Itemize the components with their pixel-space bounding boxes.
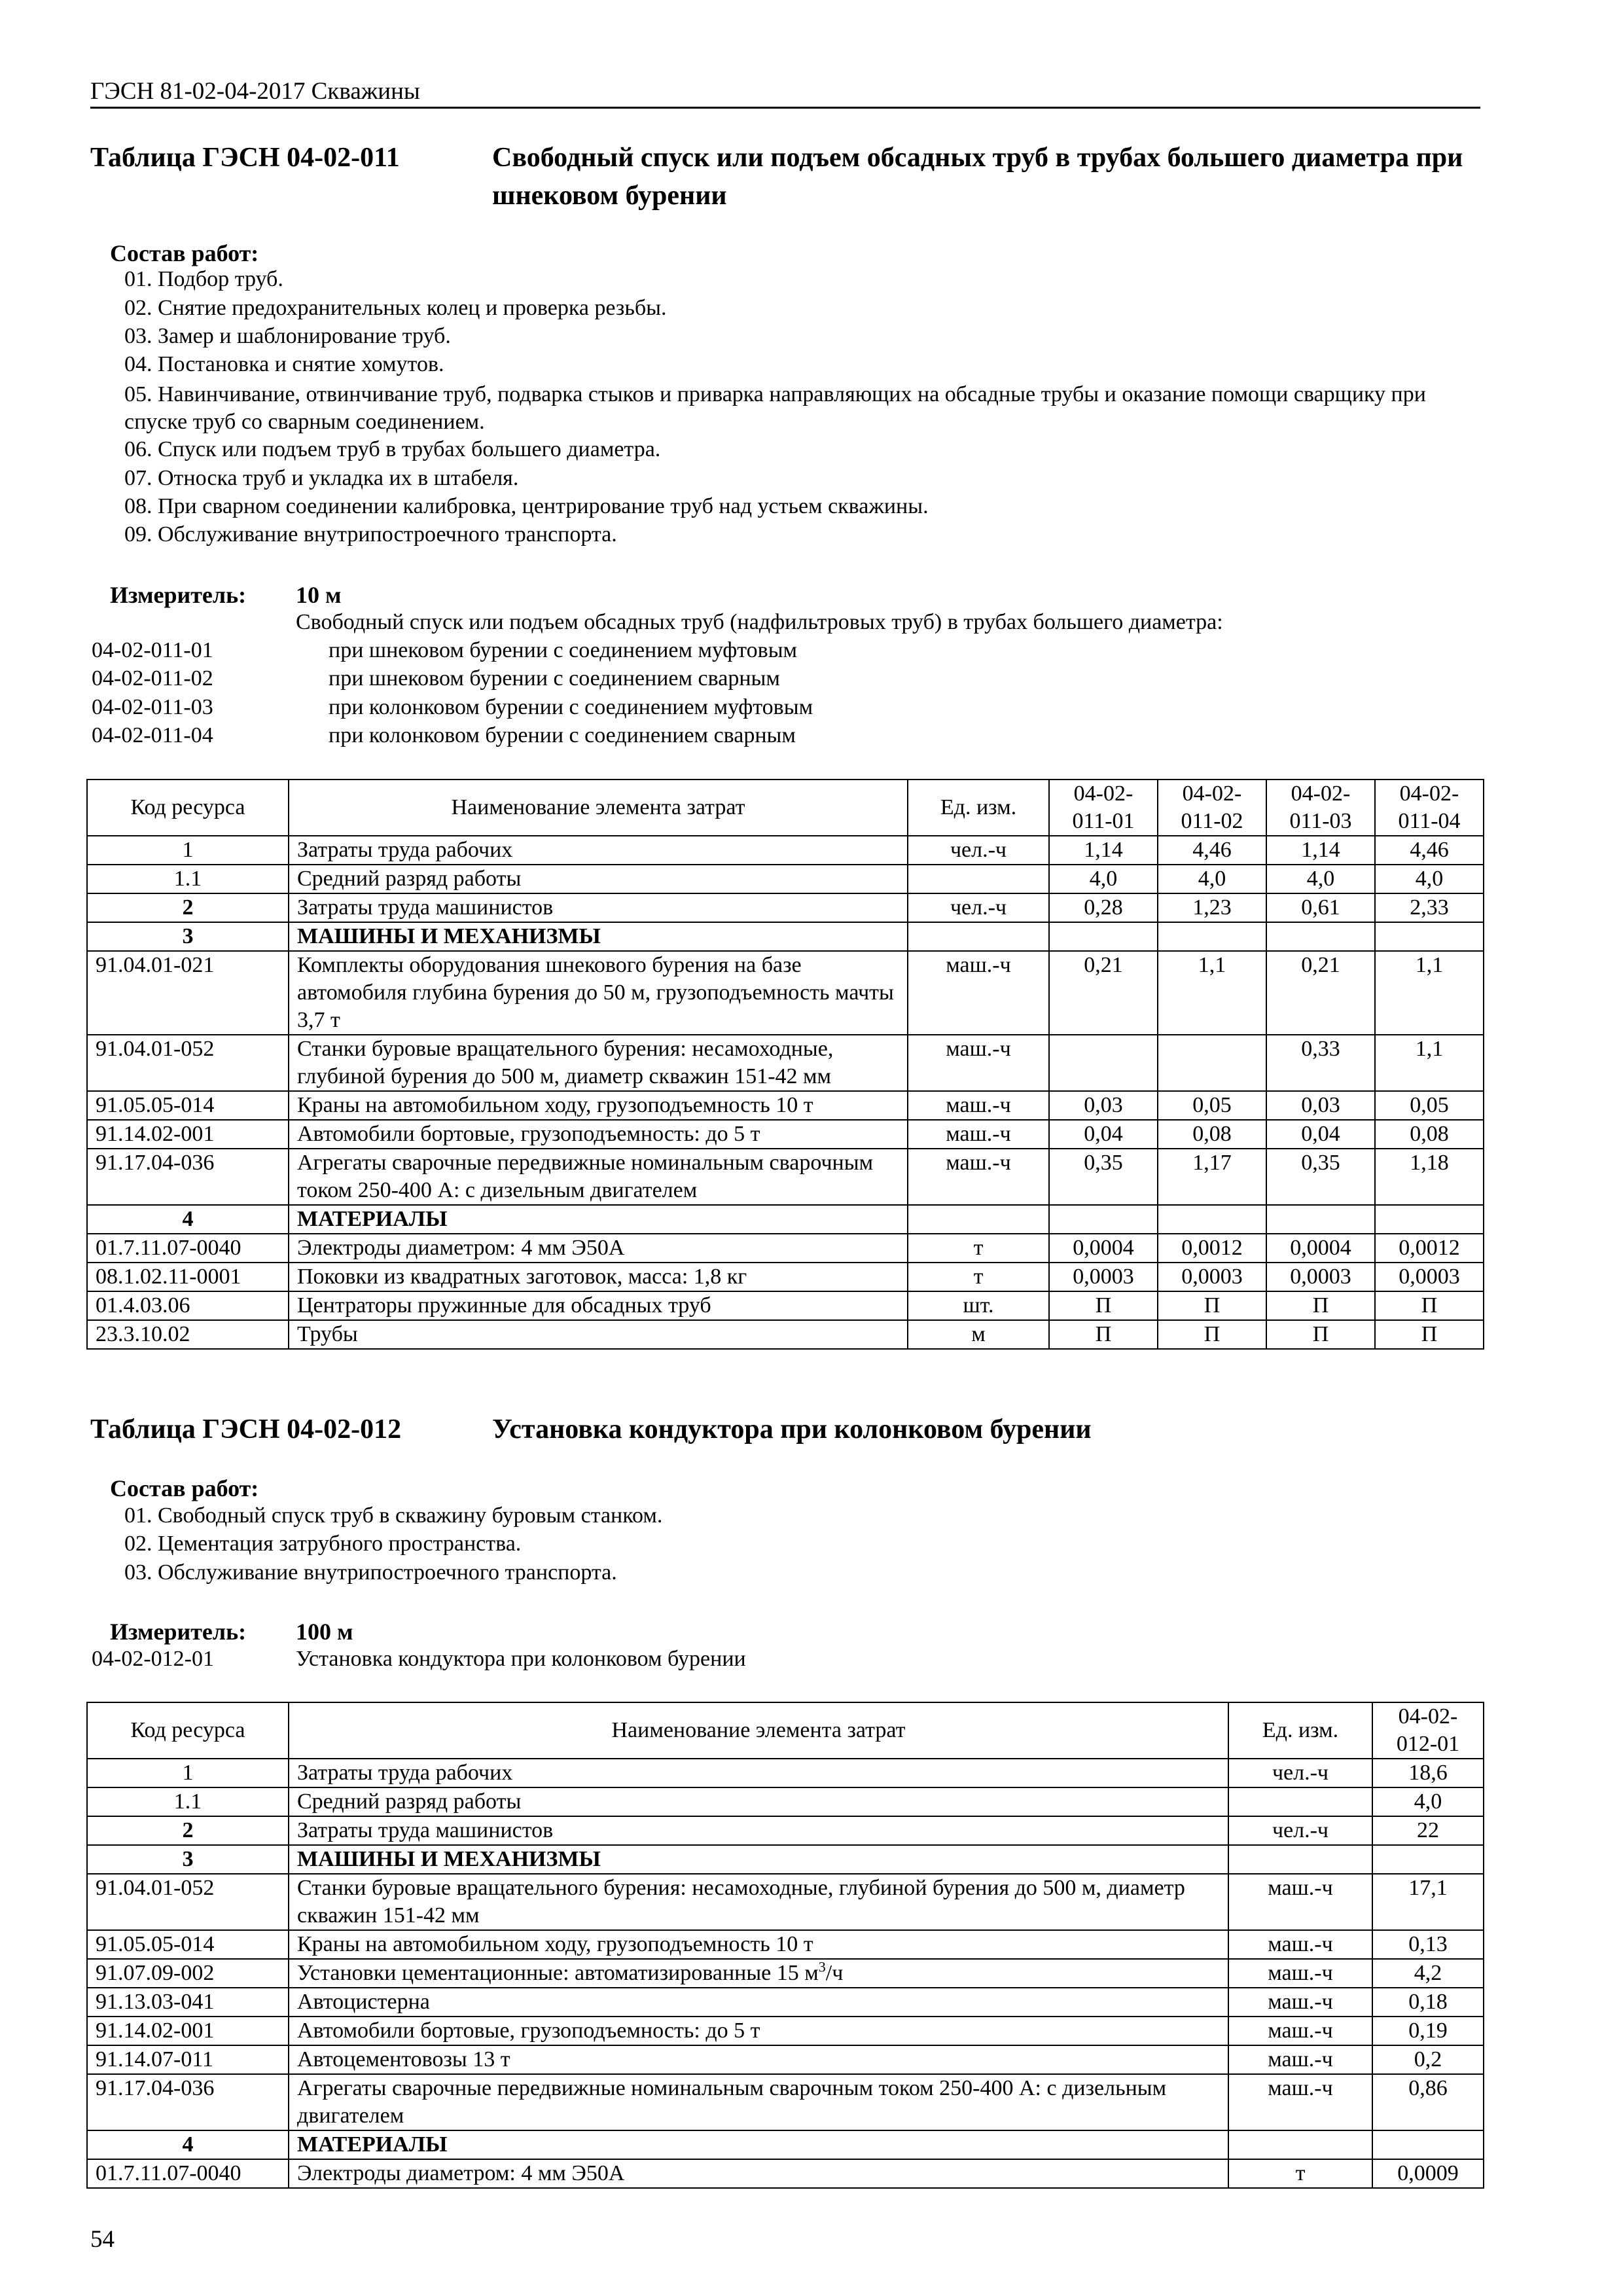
table-row bbox=[87, 1874, 1484, 1930]
meter-description: Свободный спуск или подъем обсадных труб (надфильтровых труб) в трубах большего диаметра: bbox=[296, 610, 1223, 634]
norm-value: 0,0004 bbox=[1266, 1234, 1375, 1263]
resource-name: Автоцементовозы 13 т bbox=[289, 2045, 1228, 2074]
table-row bbox=[87, 836, 1484, 865]
materials-section bbox=[87, 1205, 1484, 1349]
norm-value: 0,18 bbox=[1372, 1988, 1484, 2017]
resource-unit: м bbox=[908, 1320, 1049, 1349]
norm-value: 0,61 bbox=[1266, 893, 1375, 922]
norm-value: П bbox=[1049, 1291, 1158, 1320]
norm-value: 1,14 bbox=[1266, 836, 1375, 865]
resource-name: Средний разряд работы bbox=[289, 865, 908, 893]
norm-value: 0,13 bbox=[1372, 1930, 1484, 1959]
resource-name: Трубы bbox=[289, 1320, 908, 1349]
norm-value bbox=[1049, 1035, 1158, 1091]
section-row bbox=[87, 1845, 1484, 1874]
norm-value: 0,86 bbox=[1372, 2074, 1484, 2130]
table-row bbox=[87, 1320, 1484, 1349]
machines-section bbox=[87, 1845, 1484, 2130]
norm-value: 0,05 bbox=[1375, 1091, 1484, 1120]
norm-value: 18,6 bbox=[1372, 1759, 1484, 1787]
table-row bbox=[87, 2074, 1484, 2130]
work-item: 09. Обслуживание внутрипостроечного транспорта. bbox=[124, 522, 617, 547]
norm-value: 0,0003 bbox=[1049, 1263, 1158, 1291]
resource-name: Средний разряд работы bbox=[289, 1787, 1228, 1816]
norm-value: 0,28 bbox=[1049, 893, 1158, 922]
resource-unit: маш.-ч bbox=[1228, 1988, 1372, 2017]
norm-text: при шнековом бурении с соединением муфтовым bbox=[329, 638, 798, 662]
resource-table-04-02-011 bbox=[86, 779, 1484, 1350]
resource-name: Агрегаты сварочные передвижные номинальным сварочным током 250-400 А: с дизельным двигателем bbox=[289, 1149, 908, 1205]
resource-name: Автоцистерна bbox=[289, 1988, 1228, 2017]
meter-label: Измеритель: bbox=[110, 1619, 247, 1645]
norm-value: 0,0003 bbox=[1375, 1263, 1484, 1291]
col-header-norm: 04-02- 011-01 bbox=[1049, 780, 1158, 836]
resource-unit bbox=[1228, 1787, 1372, 1816]
norm-code: 04-02-011-04 bbox=[92, 723, 213, 747]
work-item: 06. Спуск или подъем труб в трубах большего диаметра. bbox=[124, 437, 661, 461]
resource-unit: маш.-ч bbox=[908, 951, 1049, 1035]
resource-name-text: Установки цементационные: автоматизированные 15 м bbox=[297, 1961, 819, 1985]
resource-name: Затраты труда рабочих bbox=[289, 836, 908, 865]
resource-code: 91.04.01-052 bbox=[87, 1874, 289, 1930]
resource-unit: маш.-ч bbox=[908, 1149, 1049, 1205]
norm-code: 04-02-012-01 bbox=[92, 1647, 214, 1671]
work-item: 02. Снятие предохранительных колец и проверка резьбы. bbox=[124, 296, 667, 320]
resource-code: 91.05.05-014 bbox=[87, 1091, 289, 1120]
resource-unit: маш.-ч bbox=[908, 1120, 1049, 1149]
section-code: 3 bbox=[87, 1845, 289, 1874]
norm-value: П bbox=[1375, 1291, 1484, 1320]
norm-value: 4,0 bbox=[1158, 865, 1266, 893]
section-title: МАТЕРИАЛЫ bbox=[289, 2130, 1228, 2159]
norm-value: 0,0003 bbox=[1158, 1263, 1266, 1291]
resource-code: 2 bbox=[87, 1816, 289, 1845]
table-row bbox=[87, 1930, 1484, 1959]
norm-value: 0,03 bbox=[1266, 1091, 1375, 1120]
resource-code: 91.05.05-014 bbox=[87, 1930, 289, 1959]
resource-name: Затраты труда машинистов bbox=[289, 893, 908, 922]
resource-code: 1.1 bbox=[87, 865, 289, 893]
materials-section bbox=[87, 2130, 1484, 2188]
table-title-code: Таблица ГЭСН 04-02-011 bbox=[90, 143, 400, 173]
resource-name: Центраторы пружинные для обсадных труб bbox=[289, 1291, 908, 1320]
norm-value: 0,0012 bbox=[1158, 1234, 1266, 1263]
norm-value: 4,46 bbox=[1158, 836, 1266, 865]
resource-code: 1.1 bbox=[87, 1787, 289, 1816]
norm-value: 1,17 bbox=[1158, 1149, 1266, 1205]
resource-code: 91.13.03-041 bbox=[87, 1988, 289, 2017]
work-item: 02. Цементация затрубного пространства. bbox=[124, 1532, 522, 1556]
norm-value: 0,05 bbox=[1158, 1091, 1266, 1120]
section-row bbox=[87, 1205, 1484, 1234]
resource-unit: маш.-ч bbox=[1228, 2045, 1372, 2074]
col-header-unit: Ед. изм. bbox=[908, 780, 1049, 836]
table-row bbox=[87, 1759, 1484, 1787]
resource-code: 91.04.01-052 bbox=[87, 1035, 289, 1091]
norm-value: 4,0 bbox=[1049, 865, 1158, 893]
norm-value: 0,21 bbox=[1049, 951, 1158, 1035]
table-row bbox=[87, 951, 1484, 1035]
col-header-norm: 04-02- 011-03 bbox=[1266, 780, 1375, 836]
work-item: 03. Замер и шаблонирование труб. bbox=[124, 324, 451, 348]
col-header-name: Наименование элемента затрат bbox=[289, 1702, 1228, 1759]
norm-value: 0,0009 bbox=[1372, 2159, 1484, 2188]
resource-name: Затраты труда машинистов bbox=[289, 1816, 1228, 1845]
norm-value: 0,08 bbox=[1158, 1120, 1266, 1149]
resource-unit: т bbox=[908, 1263, 1049, 1291]
norm-value: 4,0 bbox=[1375, 865, 1484, 893]
norm-text: при колонковом бурении с соединением сварным bbox=[329, 723, 796, 747]
norm-value: П bbox=[1049, 1320, 1158, 1349]
resource-code: 91.14.02-001 bbox=[87, 2017, 289, 2045]
norm-value bbox=[1158, 1035, 1266, 1091]
resource-name: Автомобили бортовые, грузоподъемность: до 5 т bbox=[289, 1120, 908, 1149]
table-row bbox=[87, 1263, 1484, 1291]
table-row bbox=[87, 1291, 1484, 1320]
resource-unit: маш.-ч bbox=[1228, 1874, 1372, 1930]
norm-value: П bbox=[1375, 1320, 1484, 1349]
superscript: 3 bbox=[818, 1958, 826, 1975]
norm-value: 0,0003 bbox=[1266, 1263, 1375, 1291]
resource-unit: чел.-ч bbox=[1228, 1816, 1372, 1845]
norm-value: 0,04 bbox=[1049, 1120, 1158, 1149]
norm-text: при колонковом бурении с соединением муфтовым bbox=[329, 695, 813, 719]
resource-unit: чел.-ч bbox=[1228, 1759, 1372, 1787]
resource-name bbox=[289, 1959, 1228, 1988]
col-header-unit: Ед. изм. bbox=[1228, 1702, 1372, 1759]
section-title: МАТЕРИАЛЫ bbox=[289, 1205, 908, 1234]
norm-text: Установка кондуктора при колонковом бурении bbox=[296, 1647, 746, 1671]
norm-value: 1,23 bbox=[1158, 893, 1266, 922]
table-title-code: Таблица ГЭСН 04-02-012 bbox=[90, 1414, 402, 1444]
work-item: 05. Навинчивание, отвинчивание труб, подварка стыков и приварка направляющих на обсадные трубы и оказание помощи сварщику при спуске труб со сварным соединением. bbox=[124, 382, 1426, 434]
norm-value: 22 bbox=[1372, 1816, 1484, 1845]
work-item: 01. Свободный спуск труб в скважину буровым станком. bbox=[124, 1503, 663, 1528]
norm-value: 17,1 bbox=[1372, 1874, 1484, 1930]
table-row bbox=[87, 1149, 1484, 1205]
norm-value: 0,03 bbox=[1049, 1091, 1158, 1120]
resource-name: Краны на автомобильном ходу, грузоподъемность 10 т bbox=[289, 1091, 908, 1120]
table-title-name: Установка кондуктора при колонковом бурении bbox=[492, 1414, 1092, 1444]
col-header-norm: 04-02- 012-01 bbox=[1372, 1702, 1484, 1759]
resource-unit: т bbox=[1228, 2159, 1372, 2188]
norm-value: 0,35 bbox=[1266, 1149, 1375, 1205]
norm-value: 0,33 bbox=[1266, 1035, 1375, 1091]
norm-value: 1,1 bbox=[1158, 951, 1266, 1035]
resource-unit bbox=[908, 865, 1049, 893]
resource-code: 91.07.09-002 bbox=[87, 1959, 289, 1988]
table-row bbox=[87, 2159, 1484, 2188]
table-row bbox=[87, 1035, 1484, 1091]
works-label: Состав работ: bbox=[110, 1475, 259, 1501]
col-header-norm: 04-02- 011-02 bbox=[1158, 780, 1266, 836]
section-row bbox=[87, 922, 1484, 951]
meter-value: 10 м bbox=[296, 582, 342, 608]
resource-code: 01.7.11.07-0040 bbox=[87, 1234, 289, 1263]
resource-unit: чел.-ч bbox=[908, 836, 1049, 865]
work-item: 08. При сварном соединении калибровка, центрирование труб над устьем скважины. bbox=[124, 494, 929, 518]
resource-unit: маш.-ч bbox=[1228, 1959, 1372, 1988]
resource-code: 08.1.02.11-0001 bbox=[87, 1263, 289, 1291]
table-row bbox=[87, 1816, 1484, 1845]
norm-code: 04-02-011-03 bbox=[92, 695, 213, 719]
resource-name-suffix: /ч bbox=[825, 1961, 844, 1985]
table-row bbox=[87, 1787, 1484, 1816]
work-item: 07. Относка труб и укладка их в штабеля. bbox=[124, 466, 519, 490]
table-row bbox=[87, 1120, 1484, 1149]
resource-unit: маш.-ч bbox=[908, 1091, 1049, 1120]
norm-text: при шнековом бурении с соединением сварным bbox=[329, 666, 780, 691]
meter-label: Измеритель: bbox=[110, 582, 247, 608]
norm-code: 04-02-011-02 bbox=[92, 666, 213, 691]
table-row bbox=[87, 2045, 1484, 2074]
norm-value: 0,04 bbox=[1266, 1120, 1375, 1149]
norm-value: 0,08 bbox=[1375, 1120, 1484, 1149]
section-title: МАШИНЫ И МЕХАНИЗМЫ bbox=[289, 922, 908, 951]
norm-value: 1,1 bbox=[1375, 951, 1484, 1035]
table-row bbox=[87, 1959, 1484, 1988]
norm-value: 1,18 bbox=[1375, 1149, 1484, 1205]
resource-name: Агрегаты сварочные передвижные номинальным сварочным током 250-400 А: с дизельным двигателем bbox=[289, 2074, 1228, 2130]
resource-code: 01.7.11.07-0040 bbox=[87, 2159, 289, 2188]
resource-unit: чел.-ч bbox=[908, 893, 1049, 922]
norm-value: 0,2 bbox=[1372, 2045, 1484, 2074]
norm-value: 0,0012 bbox=[1375, 1234, 1484, 1263]
resource-name: Электроды диаметром: 4 мм Э50А bbox=[289, 1234, 908, 1263]
norm-value: 4,2 bbox=[1372, 1959, 1484, 1988]
resource-code: 91.14.02-001 bbox=[87, 1120, 289, 1149]
running-header: ГЭСН 81-02-04-2017 Скважины bbox=[90, 77, 1480, 109]
section-code: 3 bbox=[87, 922, 289, 951]
norm-value: П bbox=[1266, 1291, 1375, 1320]
resource-name: Затраты труда рабочих bbox=[289, 1759, 1228, 1787]
resource-code: 23.3.10.02 bbox=[87, 1320, 289, 1349]
resource-unit: маш.-ч bbox=[908, 1035, 1049, 1091]
norm-value: 4,0 bbox=[1372, 1787, 1484, 1816]
meter-value: 100 м bbox=[296, 1619, 353, 1645]
resource-name: Краны на автомобильном ходу, грузоподъемность 10 т bbox=[289, 1930, 1228, 1959]
resource-name: Комплекты оборудования шнекового бурения на базе автомобиля глубина бурения до 50 м, грузоподъемность мачты 3,7 т bbox=[289, 951, 908, 1035]
resource-name: Станки буровые вращательного бурения: несамоходные, глубиной бурения до 500 м, диаметр скважин 151-42 мм bbox=[289, 1874, 1228, 1930]
col-header-name: Наименование элемента затрат bbox=[289, 780, 908, 836]
section-code: 4 bbox=[87, 1205, 289, 1234]
table-row bbox=[87, 1988, 1484, 2017]
norm-value: П bbox=[1158, 1320, 1266, 1349]
norm-value: 0,19 bbox=[1372, 2017, 1484, 2045]
norm-value: 0,21 bbox=[1266, 951, 1375, 1035]
resource-code: 1 bbox=[87, 836, 289, 865]
section-row bbox=[87, 2130, 1484, 2159]
norm-value: 1,1 bbox=[1375, 1035, 1484, 1091]
norm-value: 0,0004 bbox=[1049, 1234, 1158, 1263]
resource-unit: шт. bbox=[908, 1291, 1049, 1320]
resource-name: Электроды диаметром: 4 мм Э50А bbox=[289, 2159, 1228, 2188]
work-item: 01. Подбор труб. bbox=[124, 267, 283, 291]
table-row bbox=[87, 865, 1484, 893]
work-item: 03. Обслуживание внутрипостроечного транспорта. bbox=[124, 1560, 617, 1585]
resource-name: Поковки из квадратных заготовок, масса: 1,8 кг bbox=[289, 1263, 908, 1291]
page-number: 54 bbox=[90, 2226, 115, 2253]
resource-code: 91.17.04-036 bbox=[87, 2074, 289, 2130]
resource-unit: т bbox=[908, 1234, 1049, 1263]
resource-unit: маш.-ч bbox=[1228, 1930, 1372, 1959]
resource-name: Автомобили бортовые, грузоподъемность: до 5 т bbox=[289, 2017, 1228, 2045]
col-header-code: Код ресурса bbox=[87, 780, 289, 836]
norm-value: 2,33 bbox=[1375, 893, 1484, 922]
resource-unit: маш.-ч bbox=[1228, 2017, 1372, 2045]
resource-code: 91.14.07-011 bbox=[87, 2045, 289, 2074]
resource-code: 91.17.04-036 bbox=[87, 1149, 289, 1205]
col-header-code: Код ресурса bbox=[87, 1702, 289, 1759]
resource-code: 01.4.03.06 bbox=[87, 1291, 289, 1320]
section-code: 4 bbox=[87, 2130, 289, 2159]
resource-unit: маш.-ч bbox=[1228, 2074, 1372, 2130]
norm-value: 0,35 bbox=[1049, 1149, 1158, 1205]
norm-value: 1,14 bbox=[1049, 836, 1158, 865]
table-row bbox=[87, 1234, 1484, 1263]
table-title-name: Свободный спуск или подъем обсадных труб в трубах большего диаметра при шнековом бурении bbox=[492, 143, 1463, 211]
resource-code: 1 bbox=[87, 1759, 289, 1787]
table-row bbox=[87, 2017, 1484, 2045]
resource-table-04-02-012 bbox=[86, 1702, 1484, 2189]
resource-name: Станки буровые вращательного бурения: несамоходные, глубиной бурения до 500 м, диаметр скважин 151-42 мм bbox=[289, 1035, 908, 1091]
work-item: 04. Постановка и снятие хомутов. bbox=[124, 352, 444, 376]
norm-value: 4,0 bbox=[1266, 865, 1375, 893]
section-title: МАШИНЫ И МЕХАНИЗМЫ bbox=[289, 1845, 1228, 1874]
table-row bbox=[87, 893, 1484, 922]
col-header-norm: 04-02- 011-04 bbox=[1375, 780, 1484, 836]
works-label: Состав работ: bbox=[110, 240, 259, 266]
norm-value: П bbox=[1158, 1291, 1266, 1320]
norm-value: П bbox=[1266, 1320, 1375, 1349]
machines-section bbox=[87, 922, 1484, 1205]
norm-code: 04-02-011-01 bbox=[92, 638, 213, 662]
resource-code: 2 bbox=[87, 893, 289, 922]
table-row bbox=[87, 1091, 1484, 1120]
norm-value: 4,46 bbox=[1375, 836, 1484, 865]
resource-code: 91.04.01-021 bbox=[87, 951, 289, 1035]
